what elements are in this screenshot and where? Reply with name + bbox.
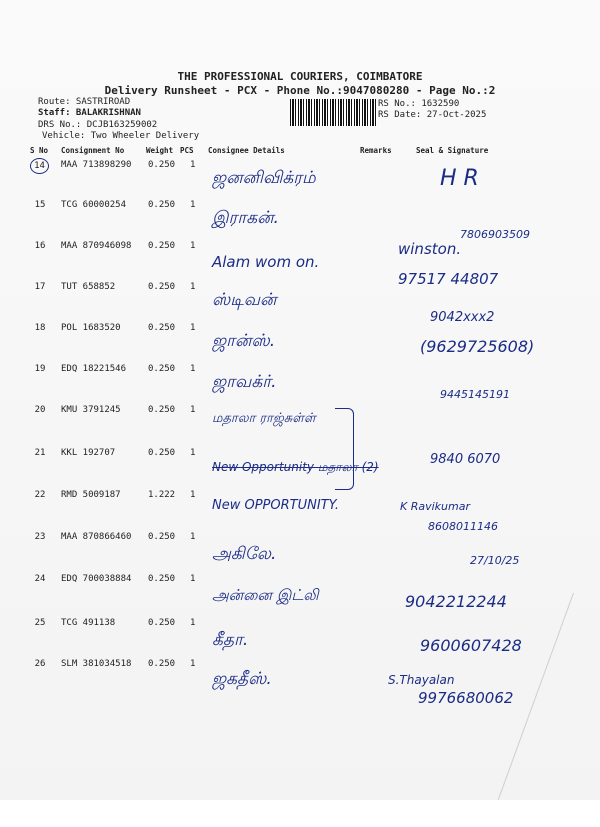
row-pcs: 1 <box>190 364 196 374</box>
row-weight: 0.250 <box>148 659 176 669</box>
row-consignment: TCG 60000254 <box>61 200 127 210</box>
row-pcs: 1 <box>190 200 196 210</box>
row-signature: 9042212244 <box>405 592 507 611</box>
table-row <box>0 574 600 615</box>
company-title: THE PROFESSIONAL COURIERS, COIMBATORE <box>177 70 423 83</box>
row-signature: 9600607428 <box>420 636 522 655</box>
row-pcs: 1 <box>190 574 196 584</box>
row-weight: 0.250 <box>148 364 176 374</box>
row-sno: 26 <box>34 659 46 669</box>
row-pcs: 1 <box>190 241 196 251</box>
row-signature: (9629725608) <box>420 337 535 356</box>
col-remarks: Remarks <box>360 146 392 155</box>
barcode-image <box>290 99 377 126</box>
row-consignment: SLM 381034518 <box>61 659 132 669</box>
row-sno: 15 <box>34 200 46 210</box>
row-consignee-handwritten: New Opportunity மதாலா (2) <box>212 460 379 474</box>
row-consignment: POL 1683520 <box>61 323 121 333</box>
row-signature-phone: 9042xxx2 <box>430 310 495 325</box>
row-consignee-handwritten: அகிலே. <box>212 544 277 564</box>
row-consignee-handwritten: New OPPORTUNITY. <box>212 498 340 513</box>
table-row <box>0 618 600 659</box>
row-weight: 0.250 <box>148 574 176 584</box>
table-row <box>0 532 600 573</box>
row-consignment: KMU 3791245 <box>61 405 121 415</box>
row-weight: 0.250 <box>148 323 176 333</box>
row-consignment: TUT 658852 <box>61 282 116 292</box>
row-sno: 19 <box>34 364 46 374</box>
row-consignment: EDQ 18221546 <box>61 364 127 374</box>
col-seal: Seal & Signature <box>416 146 489 155</box>
col-weight: Weight <box>146 146 174 155</box>
row-pcs: 1 <box>190 160 196 170</box>
table-row <box>0 659 600 707</box>
row-consignee-handwritten: கீதா. <box>212 630 249 650</box>
row-weight: 1.222 <box>148 490 176 500</box>
row-signature: H R <box>440 166 479 191</box>
row-weight: 0.250 <box>148 618 176 628</box>
row-weight: 0.250 <box>148 200 176 210</box>
row-sno: 24 <box>34 574 46 584</box>
row-consignee-handwritten: ஜான்ஸ். <box>212 331 276 351</box>
row-signature: 97517 44807 <box>398 270 499 288</box>
row-sno: 23 <box>34 532 46 542</box>
table-row <box>0 405 600 446</box>
drs-label: DRS No.: DCJB163259002 <box>38 120 158 130</box>
table-row <box>0 241 600 282</box>
row-signature-phone: 8608011146 <box>428 520 498 533</box>
row-weight: 0.250 <box>148 405 176 415</box>
row-signature: K Ravikumar <box>400 500 470 513</box>
row-sno: 20 <box>34 405 46 415</box>
rs-date: RS Date: 27-Oct-2025 <box>378 110 487 120</box>
handwritten-bracket <box>335 408 354 490</box>
row-consignment: TCG 491138 <box>61 618 116 628</box>
row-sno: 25 <box>34 618 46 628</box>
table-row <box>0 490 600 531</box>
row-pcs: 1 <box>190 659 196 669</box>
row-sno: 14 <box>30 158 49 174</box>
row-consignee-handwritten: ஜனனிவிக்ரம் <box>212 168 316 188</box>
row-consignee-handwritten: மதாலா ராஜ்சுள்ள் <box>212 411 316 426</box>
row-pcs: 1 <box>190 618 196 628</box>
row-consignment: RMD 5009187 <box>61 490 121 500</box>
row-consignment: EDQ 700038884 <box>61 574 132 584</box>
row-pcs: 1 <box>190 282 196 292</box>
row-consignee-handwritten: ஜாவக்ர். <box>212 372 277 392</box>
row-pcs: 1 <box>190 405 196 415</box>
row-sno: 21 <box>34 448 46 458</box>
staff-label: Staff: BALAKRISHNAN <box>38 108 141 118</box>
row-consignment: MAA 713898290 <box>61 160 132 170</box>
table-row <box>0 160 600 201</box>
rs-number: RS No.: 1632590 <box>378 99 460 109</box>
row-pcs: 1 <box>190 448 196 458</box>
row-sno: 22 <box>34 490 46 500</box>
row-consignment: MAA 870866460 <box>61 532 132 542</box>
row-pcs: 1 <box>190 532 196 542</box>
row-signature: 9445145191 <box>440 388 510 401</box>
row-consignee-handwritten: ஸ்டிவன் <box>212 290 277 310</box>
row-pcs: 1 <box>190 323 196 333</box>
col-consignment: Consignment No <box>61 146 125 155</box>
table-row <box>0 270 600 325</box>
row-consignee-handwritten: அன்னை இட்லி <box>212 586 319 604</box>
col-pcs: PCS <box>180 146 194 155</box>
row-consignment: KKL 192707 <box>61 448 116 458</box>
row-weight: 0.250 <box>148 241 176 251</box>
row-sno: 16 <box>34 241 46 251</box>
col-consignee: Consignee Details <box>208 146 285 155</box>
row-signature: 9840 6070 <box>430 452 501 467</box>
row-weight: 0.250 <box>148 532 176 542</box>
row-signature: 27/10/25 <box>470 554 520 567</box>
vehicle-label: Vehicle: Two Wheeler Delivery <box>42 131 200 141</box>
runsheet-subtitle: Delivery Runsheet - PCX - Phone No.:9047080280 - Page No.:2 <box>104 84 496 97</box>
row-consignee-handwritten: இராகன். <box>212 208 279 228</box>
row-weight: 0.250 <box>148 448 176 458</box>
row-weight: 0.250 <box>148 160 176 170</box>
table-row <box>0 364 600 405</box>
row-consignment: MAA 870946098 <box>61 241 132 251</box>
row-signature-phone: 9976680062 <box>418 689 514 707</box>
route-label: Route: SASTRIROAD <box>38 97 131 107</box>
row-signature-name: winston. <box>398 240 462 258</box>
row-sno: 18 <box>34 323 46 333</box>
row-consignee-handwritten: Alam wom on. <box>212 253 320 271</box>
row-consignee-handwritten: ஜகதீஸ். <box>212 669 272 689</box>
row-signature: S.Thayalan <box>388 673 455 687</box>
row-weight: 0.250 <box>148 282 176 292</box>
row-sno: 17 <box>34 282 46 292</box>
table-row <box>0 323 600 364</box>
table-row <box>0 448 600 489</box>
row-signature: 7806903509 <box>460 228 530 241</box>
row-pcs: 1 <box>190 490 196 500</box>
col-sno: S No <box>30 146 49 155</box>
